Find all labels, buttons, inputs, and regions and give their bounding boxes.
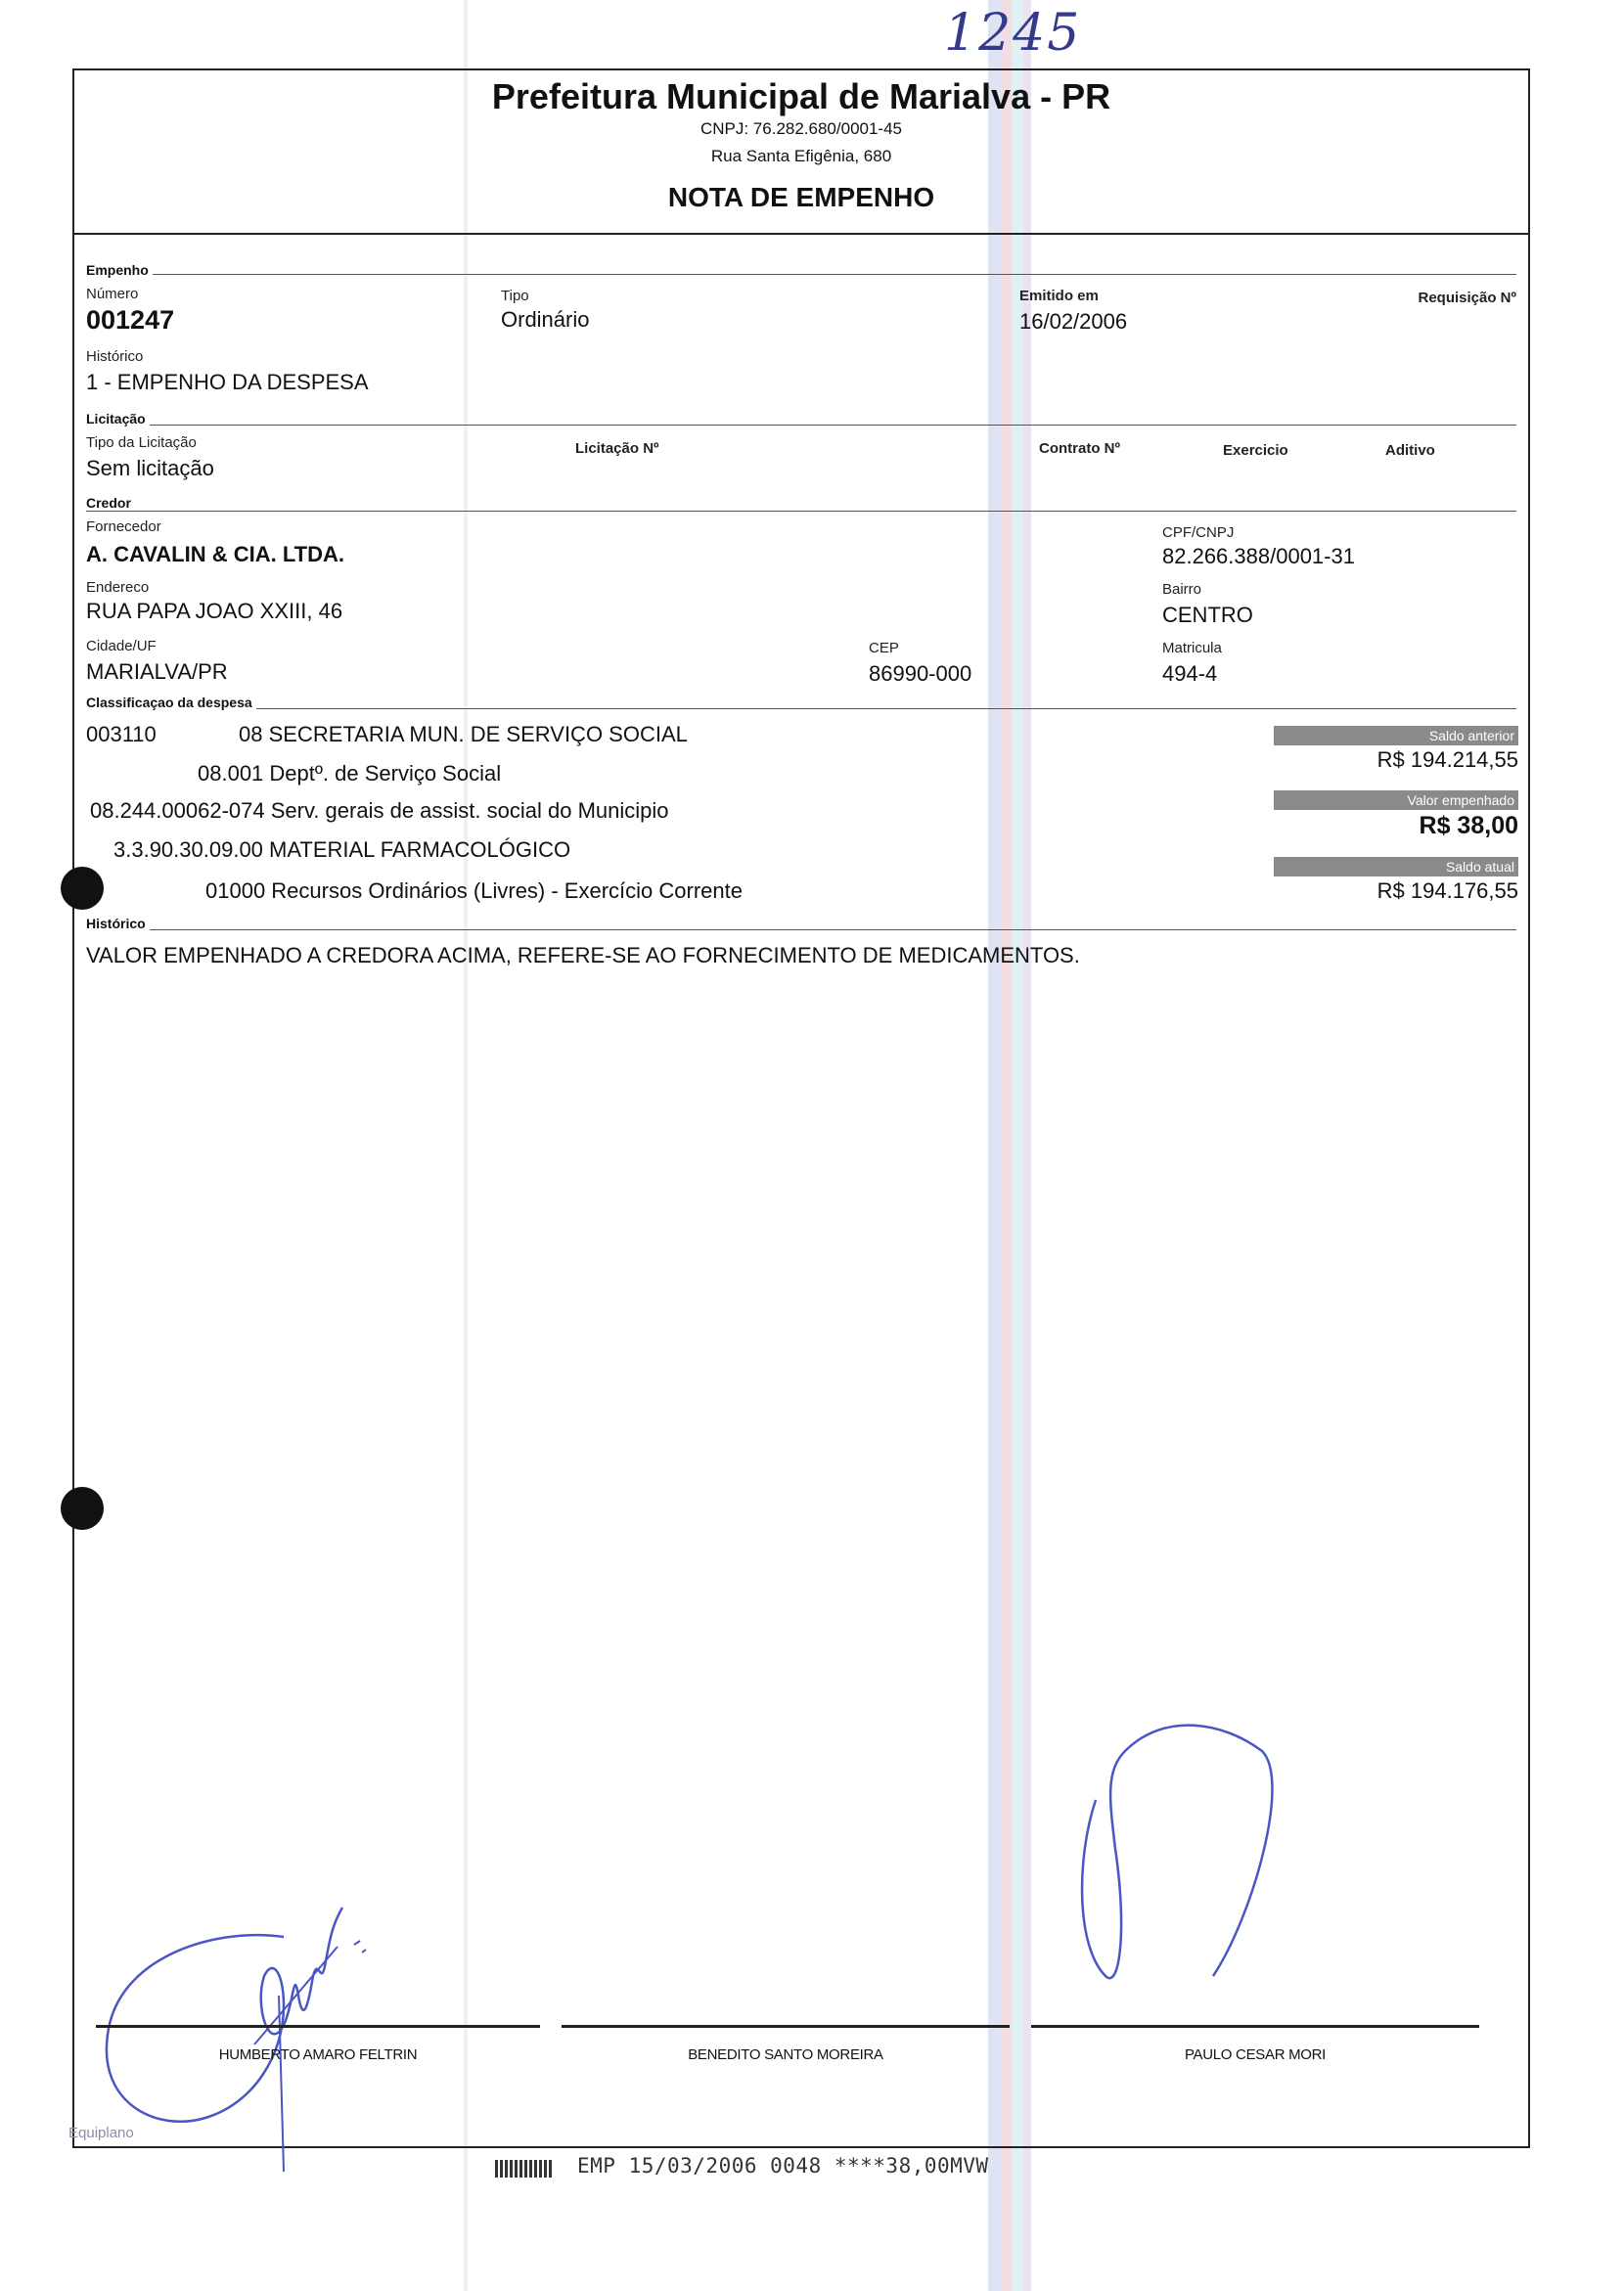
licitacao-rule — [86, 425, 1516, 426]
endereco-label: Endereco — [86, 579, 150, 596]
cidade-label: Cidade/UF — [86, 638, 157, 654]
credor-fornecedor: A. CAVALIN & CIA. LTDA. — [86, 542, 344, 566]
historico-label-empenho: Histórico — [86, 348, 144, 365]
empenho-numero: 001247 — [86, 305, 175, 335]
cnpj-line: CNPJ: 76.282.680/0001-45 — [699, 119, 903, 138]
section-credor: Credor — [86, 495, 135, 511]
classificacao-departamento: 08.001 Deptº. de Serviço Social — [198, 761, 502, 786]
stamp-logo — [495, 2160, 552, 2178]
cep-label: CEP — [869, 640, 899, 656]
licitacao-numero-label: Licitação Nº — [575, 440, 659, 457]
empenho-emitido: 16/02/2006 — [1019, 309, 1128, 334]
exercicio-label: Exercicio — [1223, 442, 1288, 459]
valor-empenhado-value: R$ 38,00 — [1419, 812, 1518, 839]
classificacao-secretaria: 08 SECRETARIA MUN. DE SERVIÇO SOCIAL — [239, 722, 688, 746]
contrato-label: Contrato Nº — [1039, 440, 1120, 457]
classificacao-funcional: 08.244.00062-074 Serv. gerais de assist. social do Municipio — [90, 798, 669, 823]
signature-line-3 — [1031, 2025, 1479, 2028]
credor-cidade: MARIALVA/PR — [86, 659, 228, 684]
address-line: Rua Santa Efigênia, 680 — [710, 147, 892, 165]
classificacao-rule — [86, 708, 1516, 709]
bairro-label: Bairro — [1162, 581, 1202, 598]
fornecedor-label: Fornecedor — [86, 518, 161, 535]
signature-humberto — [98, 1888, 430, 2172]
credor-cep: 86990-000 — [869, 661, 972, 686]
page-title: Prefeitura Municipal de Marialva - PR — [491, 76, 1111, 116]
emitido-label: Emitido em — [1019, 288, 1099, 304]
credor-rule — [86, 511, 1516, 512]
annotation-number: 1245 — [944, 4, 1082, 63]
credor-bairro: CENTRO — [1162, 603, 1253, 627]
requisicao-label: Requisição Nº — [1418, 290, 1516, 306]
saldo-atual-label: Saldo atual — [1274, 857, 1518, 876]
cpf-cnpj-label: CPF/CNPJ — [1162, 524, 1235, 541]
section-licitacao: Licitação — [86, 411, 150, 427]
credor-cpf-cnpj: 82.266.388/0001-31 — [1162, 544, 1355, 568]
credor-endereco: RUA PAPA JOAO XXIII, 46 — [86, 599, 343, 623]
saldo-atual-value: R$ 194.176,55 — [1376, 878, 1518, 903]
signature-name-2: BENEDITO SANTO MOREIRA — [688, 2046, 883, 2063]
classificacao-code: 003110 — [86, 722, 157, 746]
punch-hole-bottom — [61, 1487, 104, 1530]
section-classificacao: Classificaçao da despesa — [86, 695, 256, 710]
empenho-rule — [86, 274, 1516, 275]
signature-name-3: PAULO CESAR MORI — [1184, 2046, 1327, 2063]
software-brand: Equiplano — [68, 2125, 134, 2141]
classificacao-recurso: 01000 Recursos Ordinários (Livres) - Exercício Corrente — [205, 878, 743, 903]
valor-empenhado-label: Valor empenhado — [1274, 790, 1518, 810]
signature-line-2 — [562, 2025, 1010, 2028]
classificacao-elemento: 3.3.90.30.09.00 MATERIAL FARMACOLÓGICO — [113, 837, 571, 862]
section-historico: Histórico — [86, 916, 150, 931]
saldo-anterior-value: R$ 194.214,55 — [1376, 747, 1518, 772]
aditivo-label: Aditivo — [1385, 442, 1435, 459]
tipo-licitacao-label: Tipo da Licitação — [86, 434, 197, 451]
numero-label: Número — [86, 286, 139, 302]
signature-paulo — [1066, 1692, 1291, 1986]
handwritten-page-number — [944, 4, 1081, 63]
historico-rule — [86, 929, 1516, 930]
empenho-tipo: Ordinário — [501, 307, 590, 332]
register-stamp: EMP 15/03/2006 0048 ****38,00MVW — [577, 2154, 989, 2178]
punch-hole-top — [61, 867, 104, 910]
saldo-anterior-label: Saldo anterior — [1274, 726, 1518, 745]
header-divider — [72, 233, 1530, 235]
credor-matricula: 494-4 — [1162, 661, 1218, 686]
section-empenho: Empenho — [86, 262, 153, 278]
empenho-historico: 1 - EMPENHO DA DESPESA — [86, 370, 369, 394]
signature-line-1 — [96, 2025, 540, 2028]
matricula-label: Matricula — [1162, 640, 1222, 656]
historico-text: VALOR EMPENHADO A CREDORA ACIMA, REFERE-SE AO FORNECIMENTO DE MEDICAMENTOS. — [86, 943, 1080, 967]
licitacao-tipo: Sem licitação — [86, 456, 214, 480]
signature-name-1: HUMBERTO AMARO FELTRIN — [218, 2046, 418, 2063]
tipo-label: Tipo — [501, 288, 529, 304]
document-title: NOTA DE EMPENHO — [667, 182, 935, 212]
